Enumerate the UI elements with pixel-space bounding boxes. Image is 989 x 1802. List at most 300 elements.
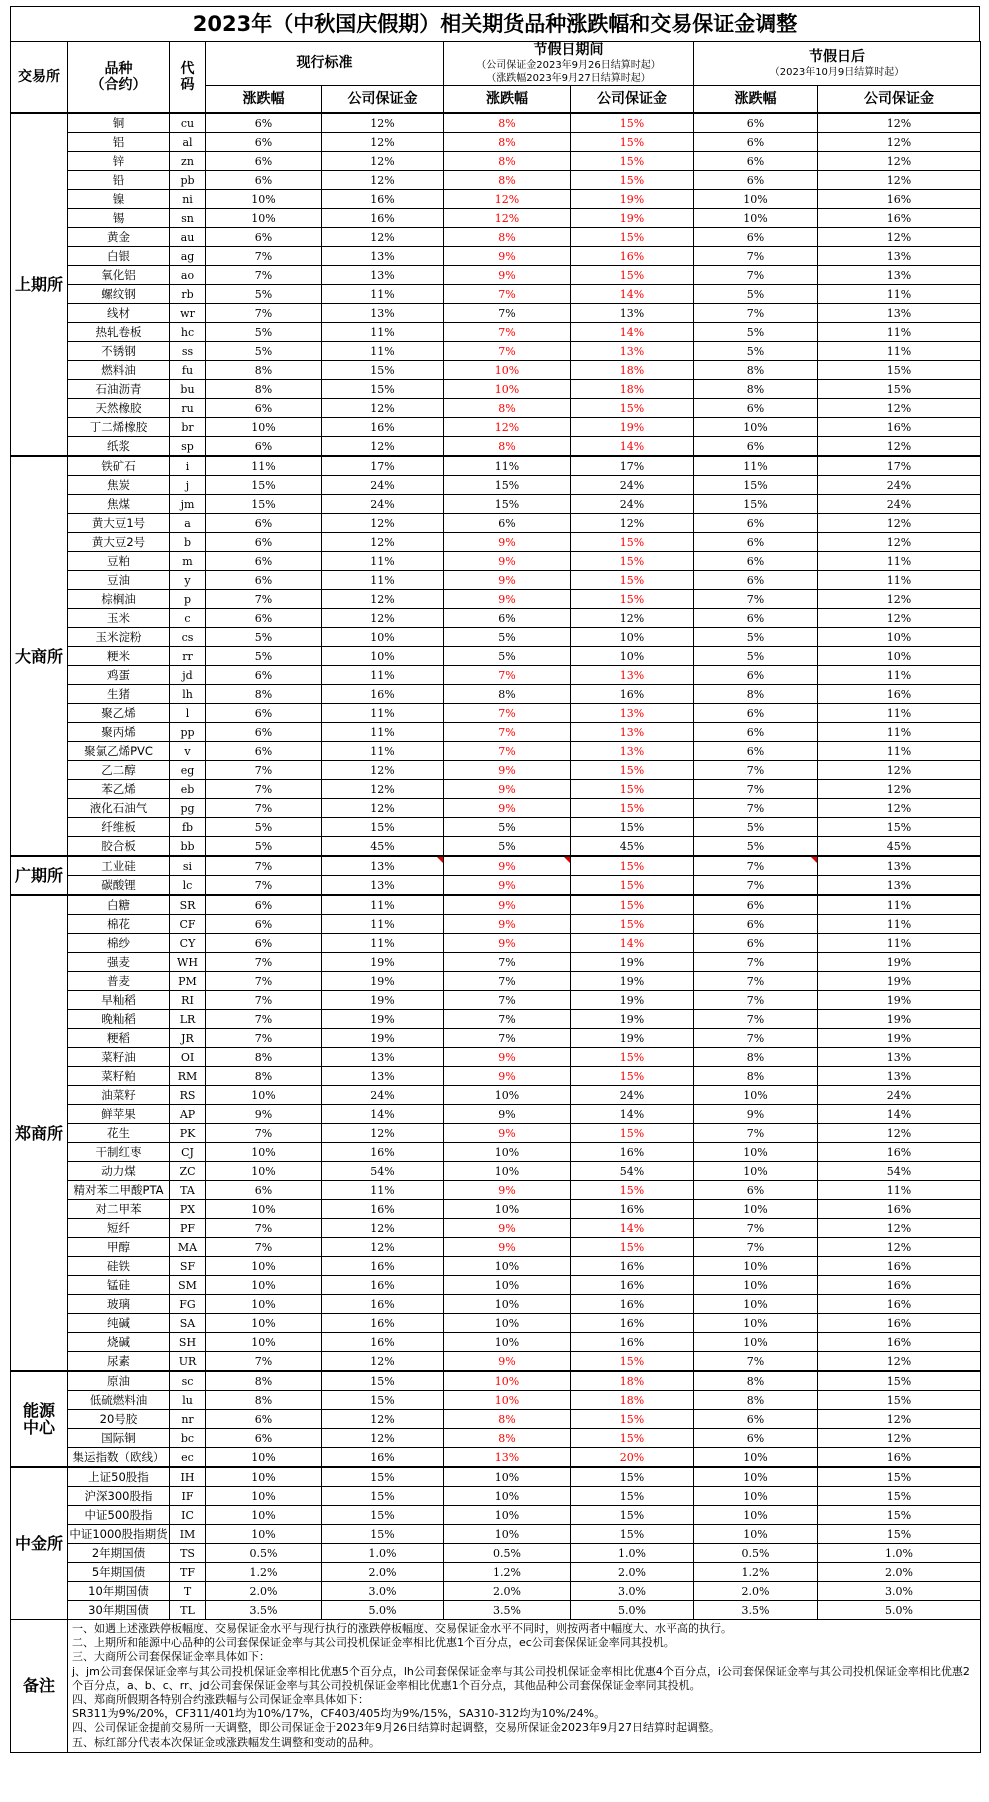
variety-cell: 镍 [68,190,170,209]
holiday-limit-cell: 9% [444,895,571,915]
current-margin-cell: 24% [322,495,444,514]
after-margin-cell: 11% [818,342,981,361]
code-cell: SH [170,1333,206,1352]
after-limit-cell: 10% [694,1333,818,1352]
variety-cell: 晚籼稻 [68,1010,170,1029]
current-margin-cell: 16% [322,209,444,228]
holiday-limit-cell: 7% [444,1010,571,1029]
current-limit-cell: 7% [206,761,322,780]
variety-cell: 胶合板 [68,837,170,857]
variety-cell: 花生 [68,1124,170,1143]
variety-cell: 铜 [68,113,170,133]
after-limit-cell: 6% [694,666,818,685]
after-margin-cell: 5.0% [818,1601,981,1620]
holiday-margin-cell: 15% [571,818,694,837]
holiday-margin-cell: 15% [571,1487,694,1506]
table-row [11,723,981,742]
table-row [11,1086,981,1105]
after-margin-cell: 13% [818,856,981,876]
code-cell: lc [170,876,206,896]
table-row [11,1048,981,1067]
current-margin-cell: 2.0% [322,1563,444,1582]
after-margin-cell: 12% [818,1410,981,1429]
after-limit-cell: 7% [694,972,818,991]
variety-cell: 中证500股指 [68,1506,170,1525]
table-row [11,1448,981,1468]
after-limit-cell: 7% [694,780,818,799]
holiday-limit-cell: 9% [444,571,571,590]
exchange-cell: 大商所 [11,456,68,856]
after-limit-cell: 7% [694,266,818,285]
current-margin-cell: 15% [322,380,444,399]
variety-cell: 20号胶 [68,1410,170,1429]
exchange-cell: 上期所 [11,113,68,456]
after-limit-cell: 7% [694,1219,818,1238]
holiday-limit-cell: 5% [444,818,571,837]
table-row [11,761,981,780]
after-margin-cell: 14% [818,1105,981,1124]
current-limit-cell: 5% [206,285,322,304]
table-row [11,818,981,837]
variety-cell: 铝 [68,133,170,152]
holiday-limit-cell: 15% [444,495,571,514]
code-cell: ss [170,342,206,361]
holiday-limit-cell: 7% [444,704,571,723]
code-cell: jd [170,666,206,685]
table-row [11,609,981,628]
variety-cell: 干制红枣 [68,1143,170,1162]
variety-cell: 玉米 [68,609,170,628]
after-margin-cell: 16% [818,1333,981,1352]
variety-cell: 线材 [68,304,170,323]
current-limit-cell: 6% [206,666,322,685]
current-limit-cell: 7% [206,991,322,1010]
holiday-limit-cell: 9% [444,1067,571,1086]
after-margin-cell: 12% [818,1352,981,1372]
after-margin-cell: 15% [818,1467,981,1487]
after-limit-cell: 7% [694,1010,818,1029]
holiday-margin-cell: 13% [571,304,694,323]
current-limit-cell: 0.5% [206,1544,322,1563]
table-row [11,323,981,342]
holiday-limit-cell: 13% [444,1448,571,1468]
current-margin-cell: 12% [322,133,444,152]
after-limit-cell: 10% [694,1200,818,1219]
after-margin-cell: 15% [818,1525,981,1544]
after-limit-cell: 6% [694,742,818,761]
table-row [11,1162,981,1181]
table-row [11,1200,981,1219]
code-cell: hc [170,323,206,342]
after-margin-cell: 15% [818,361,981,380]
current-margin-cell: 15% [322,1371,444,1391]
current-margin-cell: 16% [322,1143,444,1162]
current-limit-cell: 6% [206,895,322,915]
after-margin-cell: 11% [818,571,981,590]
note-line: 二、上期所和能源中心品种的公司套保保证金率与其公司投机保证金率相比优惠1个百分点，ec公司套保保证金率同其投机。 [72,1636,675,1650]
after-margin-cell: 19% [818,1010,981,1029]
current-margin-cell: 12% [322,1124,444,1143]
variety-cell: 鲜苹果 [68,1105,170,1124]
after-margin-cell: 12% [818,799,981,818]
after-margin-cell: 2.0% [818,1563,981,1582]
table-row [11,876,981,896]
variety-cell: 棉纱 [68,934,170,953]
table-row [11,1352,981,1372]
after-limit-cell: 10% [694,1506,818,1525]
current-margin-cell: 12% [322,1410,444,1429]
variety-cell: 甲醇 [68,1238,170,1257]
holiday-limit-cell: 7% [444,742,571,761]
holiday-limit-cell: 9% [444,1352,571,1372]
after-margin-cell: 13% [818,876,981,896]
current-limit-cell: 6% [206,133,322,152]
after-margin-cell: 11% [818,1181,981,1200]
after-limit-cell: 7% [694,991,818,1010]
current-limit-cell: 10% [206,418,322,437]
holiday-margin-cell: 19% [571,418,694,437]
holiday-limit-cell: 9% [444,1048,571,1067]
after-limit-cell: 7% [694,799,818,818]
after-margin-cell: 19% [818,1029,981,1048]
variety-cell: 鸡蛋 [68,666,170,685]
code-cell: cu [170,113,206,133]
holiday-limit-cell: 9% [444,876,571,896]
after-limit-cell: 9% [694,1105,818,1124]
current-limit-cell: 5% [206,342,322,361]
current-limit-cell: 11% [206,456,322,476]
holiday-margin-cell: 15% [571,590,694,609]
holiday-limit-cell: 9% [444,780,571,799]
holiday-limit-cell: 9% [444,856,571,876]
current-limit-cell: 10% [206,1333,322,1352]
after-limit-cell: 0.5% [694,1544,818,1563]
variety-cell: 中证1000股指期货 [68,1525,170,1544]
variety-cell: 5年期国债 [68,1563,170,1582]
variety-cell: 菜籽粕 [68,1067,170,1086]
holiday-limit-cell: 12% [444,190,571,209]
table-row [11,1314,981,1333]
code-cell: IH [170,1467,206,1487]
holiday-limit-cell: 9% [444,266,571,285]
current-margin-cell: 5.0% [322,1601,444,1620]
note-line: 四、郑商所假期各特别合约涨跌幅与公司保证金率具体如下： [72,1693,369,1707]
holiday-limit-cell: 7% [444,304,571,323]
current-margin-cell: 11% [322,666,444,685]
after-limit-cell: 6% [694,228,818,247]
after-limit-cell: 10% [694,1467,818,1487]
current-margin-cell: 16% [322,685,444,704]
table-row [11,552,981,571]
table-row [11,209,981,228]
current-margin-cell: 16% [322,1333,444,1352]
table-row [11,915,981,934]
after-margin-cell: 16% [818,1448,981,1468]
after-limit-cell: 8% [694,1048,818,1067]
variety-cell: 原油 [68,1371,170,1391]
current-limit-cell: 6% [206,1429,322,1448]
current-limit-cell: 8% [206,1067,322,1086]
after-limit-cell: 6% [694,152,818,171]
current-limit-cell: 6% [206,171,322,190]
table-row [11,1429,981,1448]
code-cell: CF [170,915,206,934]
holiday-limit-cell: 12% [444,209,571,228]
after-limit-cell: 6% [694,934,818,953]
variety-cell: 对二甲苯 [68,1200,170,1219]
code-cell: a [170,514,206,533]
current-limit-cell: 6% [206,1181,322,1200]
current-margin-cell: 13% [322,247,444,266]
current-margin-cell: 16% [322,190,444,209]
holiday-limit-cell: 12% [444,418,571,437]
table-row [11,742,981,761]
table-row [11,1525,981,1544]
after-limit-cell: 5% [694,342,818,361]
code-cell: pg [170,799,206,818]
variety-cell: 白银 [68,247,170,266]
after-limit-cell: 10% [694,1257,818,1276]
current-limit-cell: 8% [206,1371,322,1391]
after-limit-cell: 10% [694,1525,818,1544]
after-limit-cell: 5% [694,628,818,647]
current-limit-cell: 2.0% [206,1582,322,1601]
code-cell: ec [170,1448,206,1468]
after-margin-cell: 12% [818,1219,981,1238]
variety-cell: 焦煤 [68,495,170,514]
holiday-limit-cell: 9% [444,761,571,780]
after-limit-cell: 6% [694,171,818,190]
code-cell: ZC [170,1162,206,1181]
code-cell: SM [170,1276,206,1295]
current-margin-cell: 19% [322,953,444,972]
holiday-limit-cell: 5% [444,647,571,666]
code-cell: IC [170,1506,206,1525]
current-margin-cell: 14% [322,1105,444,1124]
after-limit-cell: 8% [694,380,818,399]
holiday-margin-cell: 15% [571,1048,694,1067]
after-limit-cell: 5% [694,647,818,666]
current-margin-cell: 19% [322,1010,444,1029]
holiday-margin-cell: 15% [571,1525,694,1544]
variety-cell: 烧碱 [68,1333,170,1352]
variety-cell: 石油沥青 [68,380,170,399]
holiday-margin-cell: 16% [571,1276,694,1295]
current-margin-cell: 19% [322,1029,444,1048]
current-limit-cell: 6% [206,514,322,533]
holiday-limit-cell: 6% [444,609,571,628]
current-limit-cell: 7% [206,247,322,266]
after-limit-cell: 7% [694,1238,818,1257]
after-margin-cell: 11% [818,895,981,915]
holiday-margin-cell: 14% [571,1105,694,1124]
after-margin-cell: 13% [818,1048,981,1067]
variety-cell: 棕榈油 [68,590,170,609]
variety-cell: 国际铜 [68,1429,170,1448]
table-row [11,133,981,152]
table-row [11,152,981,171]
table-row [11,456,981,476]
holiday-margin-cell: 45% [571,837,694,857]
code-cell: SA [170,1314,206,1333]
table-row [11,1563,981,1582]
holiday-margin-cell: 5.0% [571,1601,694,1620]
variety-cell: 纤维板 [68,818,170,837]
current-margin-cell: 1.0% [322,1544,444,1563]
current-margin-cell: 12% [322,1429,444,1448]
holiday-margin-cell: 17% [571,456,694,476]
after-limit-cell: 6% [694,113,818,133]
variety-cell: 低硫燃料油 [68,1391,170,1410]
current-limit-cell: 15% [206,476,322,495]
holiday-margin-cell: 19% [571,209,694,228]
holiday-limit-cell: 9% [444,934,571,953]
holiday-margin-cell: 15% [571,895,694,915]
header-exchange: 交易所 [11,42,68,114]
after-margin-cell: 13% [818,1067,981,1086]
after-margin-cell: 54% [818,1162,981,1181]
after-margin-cell: 16% [818,190,981,209]
current-limit-cell: 10% [206,209,322,228]
after-limit-cell: 15% [694,476,818,495]
table-row [11,647,981,666]
current-margin-cell: 15% [322,361,444,380]
holiday-margin-cell: 14% [571,1219,694,1238]
after-margin-cell: 11% [818,723,981,742]
header-holiday-title: 节假日期间 [533,42,604,58]
variety-cell: 短纤 [68,1219,170,1238]
current-margin-cell: 12% [322,1238,444,1257]
variety-cell: 10年期国债 [68,1582,170,1601]
table-row [11,666,981,685]
current-margin-cell: 12% [322,171,444,190]
after-limit-cell: 6% [694,552,818,571]
current-limit-cell: 10% [206,1525,322,1544]
after-margin-cell: 12% [818,1238,981,1257]
holiday-margin-cell: 15% [571,761,694,780]
note-line: 五、标红部分代表本次保证金或涨跌幅发生调整和变动的品种。 [72,1735,380,1749]
after-limit-cell: 6% [694,609,818,628]
code-cell: TA [170,1181,206,1200]
after-limit-cell: 7% [694,247,818,266]
variety-cell: 菜籽油 [68,1048,170,1067]
after-limit-cell: 2.0% [694,1582,818,1601]
after-margin-cell: 16% [818,685,981,704]
holiday-limit-cell: 2.0% [444,1582,571,1601]
holiday-limit-cell: 6% [444,514,571,533]
holiday-margin-cell: 14% [571,323,694,342]
after-margin-cell: 11% [818,552,981,571]
code-cell: sn [170,209,206,228]
current-margin-cell: 16% [322,1257,444,1276]
holiday-limit-cell: 10% [444,1371,571,1391]
current-margin-cell: 15% [322,1487,444,1506]
table-row [11,1582,981,1601]
table-row [11,1391,981,1410]
code-cell: RI [170,991,206,1010]
variety-cell: 动力煤 [68,1162,170,1181]
variety-cell: 生猪 [68,685,170,704]
holiday-limit-cell: 8% [444,228,571,247]
holiday-margin-cell: 15% [571,1067,694,1086]
table-row [11,113,981,133]
table-row [11,1010,981,1029]
current-limit-cell: 1.2% [206,1563,322,1582]
table-row [11,476,981,495]
current-limit-cell: 10% [206,1143,322,1162]
code-cell: CJ [170,1143,206,1162]
after-limit-cell: 7% [694,953,818,972]
current-limit-cell: 6% [206,552,322,571]
after-margin-cell: 16% [818,1200,981,1219]
current-limit-cell: 7% [206,780,322,799]
code-cell: si [170,856,206,876]
holiday-margin-cell: 13% [571,723,694,742]
holiday-limit-cell: 10% [444,1487,571,1506]
holiday-margin-cell: 15% [571,876,694,896]
after-margin-cell: 19% [818,991,981,1010]
holiday-limit-cell: 9% [444,1219,571,1238]
holiday-limit-cell: 8% [444,171,571,190]
after-limit-cell: 8% [694,1067,818,1086]
code-cell: OI [170,1048,206,1067]
current-margin-cell: 15% [322,1525,444,1544]
table-row [11,953,981,972]
variety-cell: 纸浆 [68,437,170,457]
current-limit-cell: 10% [206,1487,322,1506]
variety-cell: 豆粕 [68,552,170,571]
current-limit-cell: 9% [206,1105,322,1124]
code-cell: al [170,133,206,152]
table-row [11,266,981,285]
current-limit-cell: 6% [206,152,322,171]
table-row [11,704,981,723]
after-margin-cell: 15% [818,818,981,837]
holiday-limit-cell: 8% [444,399,571,418]
variety-cell: 上证50股指 [68,1467,170,1487]
code-cell: bu [170,380,206,399]
table-row [11,780,981,799]
holiday-limit-cell: 8% [444,437,571,457]
holiday-margin-cell: 1.0% [571,1544,694,1563]
after-limit-cell: 8% [694,685,818,704]
holiday-margin-cell: 16% [571,1295,694,1314]
after-margin-cell: 10% [818,647,981,666]
code-cell: RM [170,1067,206,1086]
holiday-margin-cell: 15% [571,856,694,876]
after-margin-cell: 12% [818,437,981,457]
variety-cell: 铁矿石 [68,456,170,476]
current-margin-cell: 15% [322,1467,444,1487]
code-cell: eg [170,761,206,780]
current-margin-cell: 16% [322,1448,444,1468]
after-limit-cell: 7% [694,761,818,780]
current-limit-cell: 15% [206,495,322,514]
after-margin-cell: 3.0% [818,1582,981,1601]
current-margin-cell: 11% [322,285,444,304]
after-margin-cell: 11% [818,934,981,953]
variety-cell: 燃料油 [68,361,170,380]
current-limit-cell: 5% [206,647,322,666]
current-margin-cell: 12% [322,514,444,533]
current-limit-cell: 7% [206,953,322,972]
after-margin-cell: 11% [818,704,981,723]
variety-cell: 早籼稻 [68,991,170,1010]
table-row [11,991,981,1010]
holiday-margin-cell: 15% [571,113,694,133]
current-limit-cell: 7% [206,266,322,285]
header-holiday-note1: （公司保证金2023年9月26日结算时起） [476,60,661,71]
